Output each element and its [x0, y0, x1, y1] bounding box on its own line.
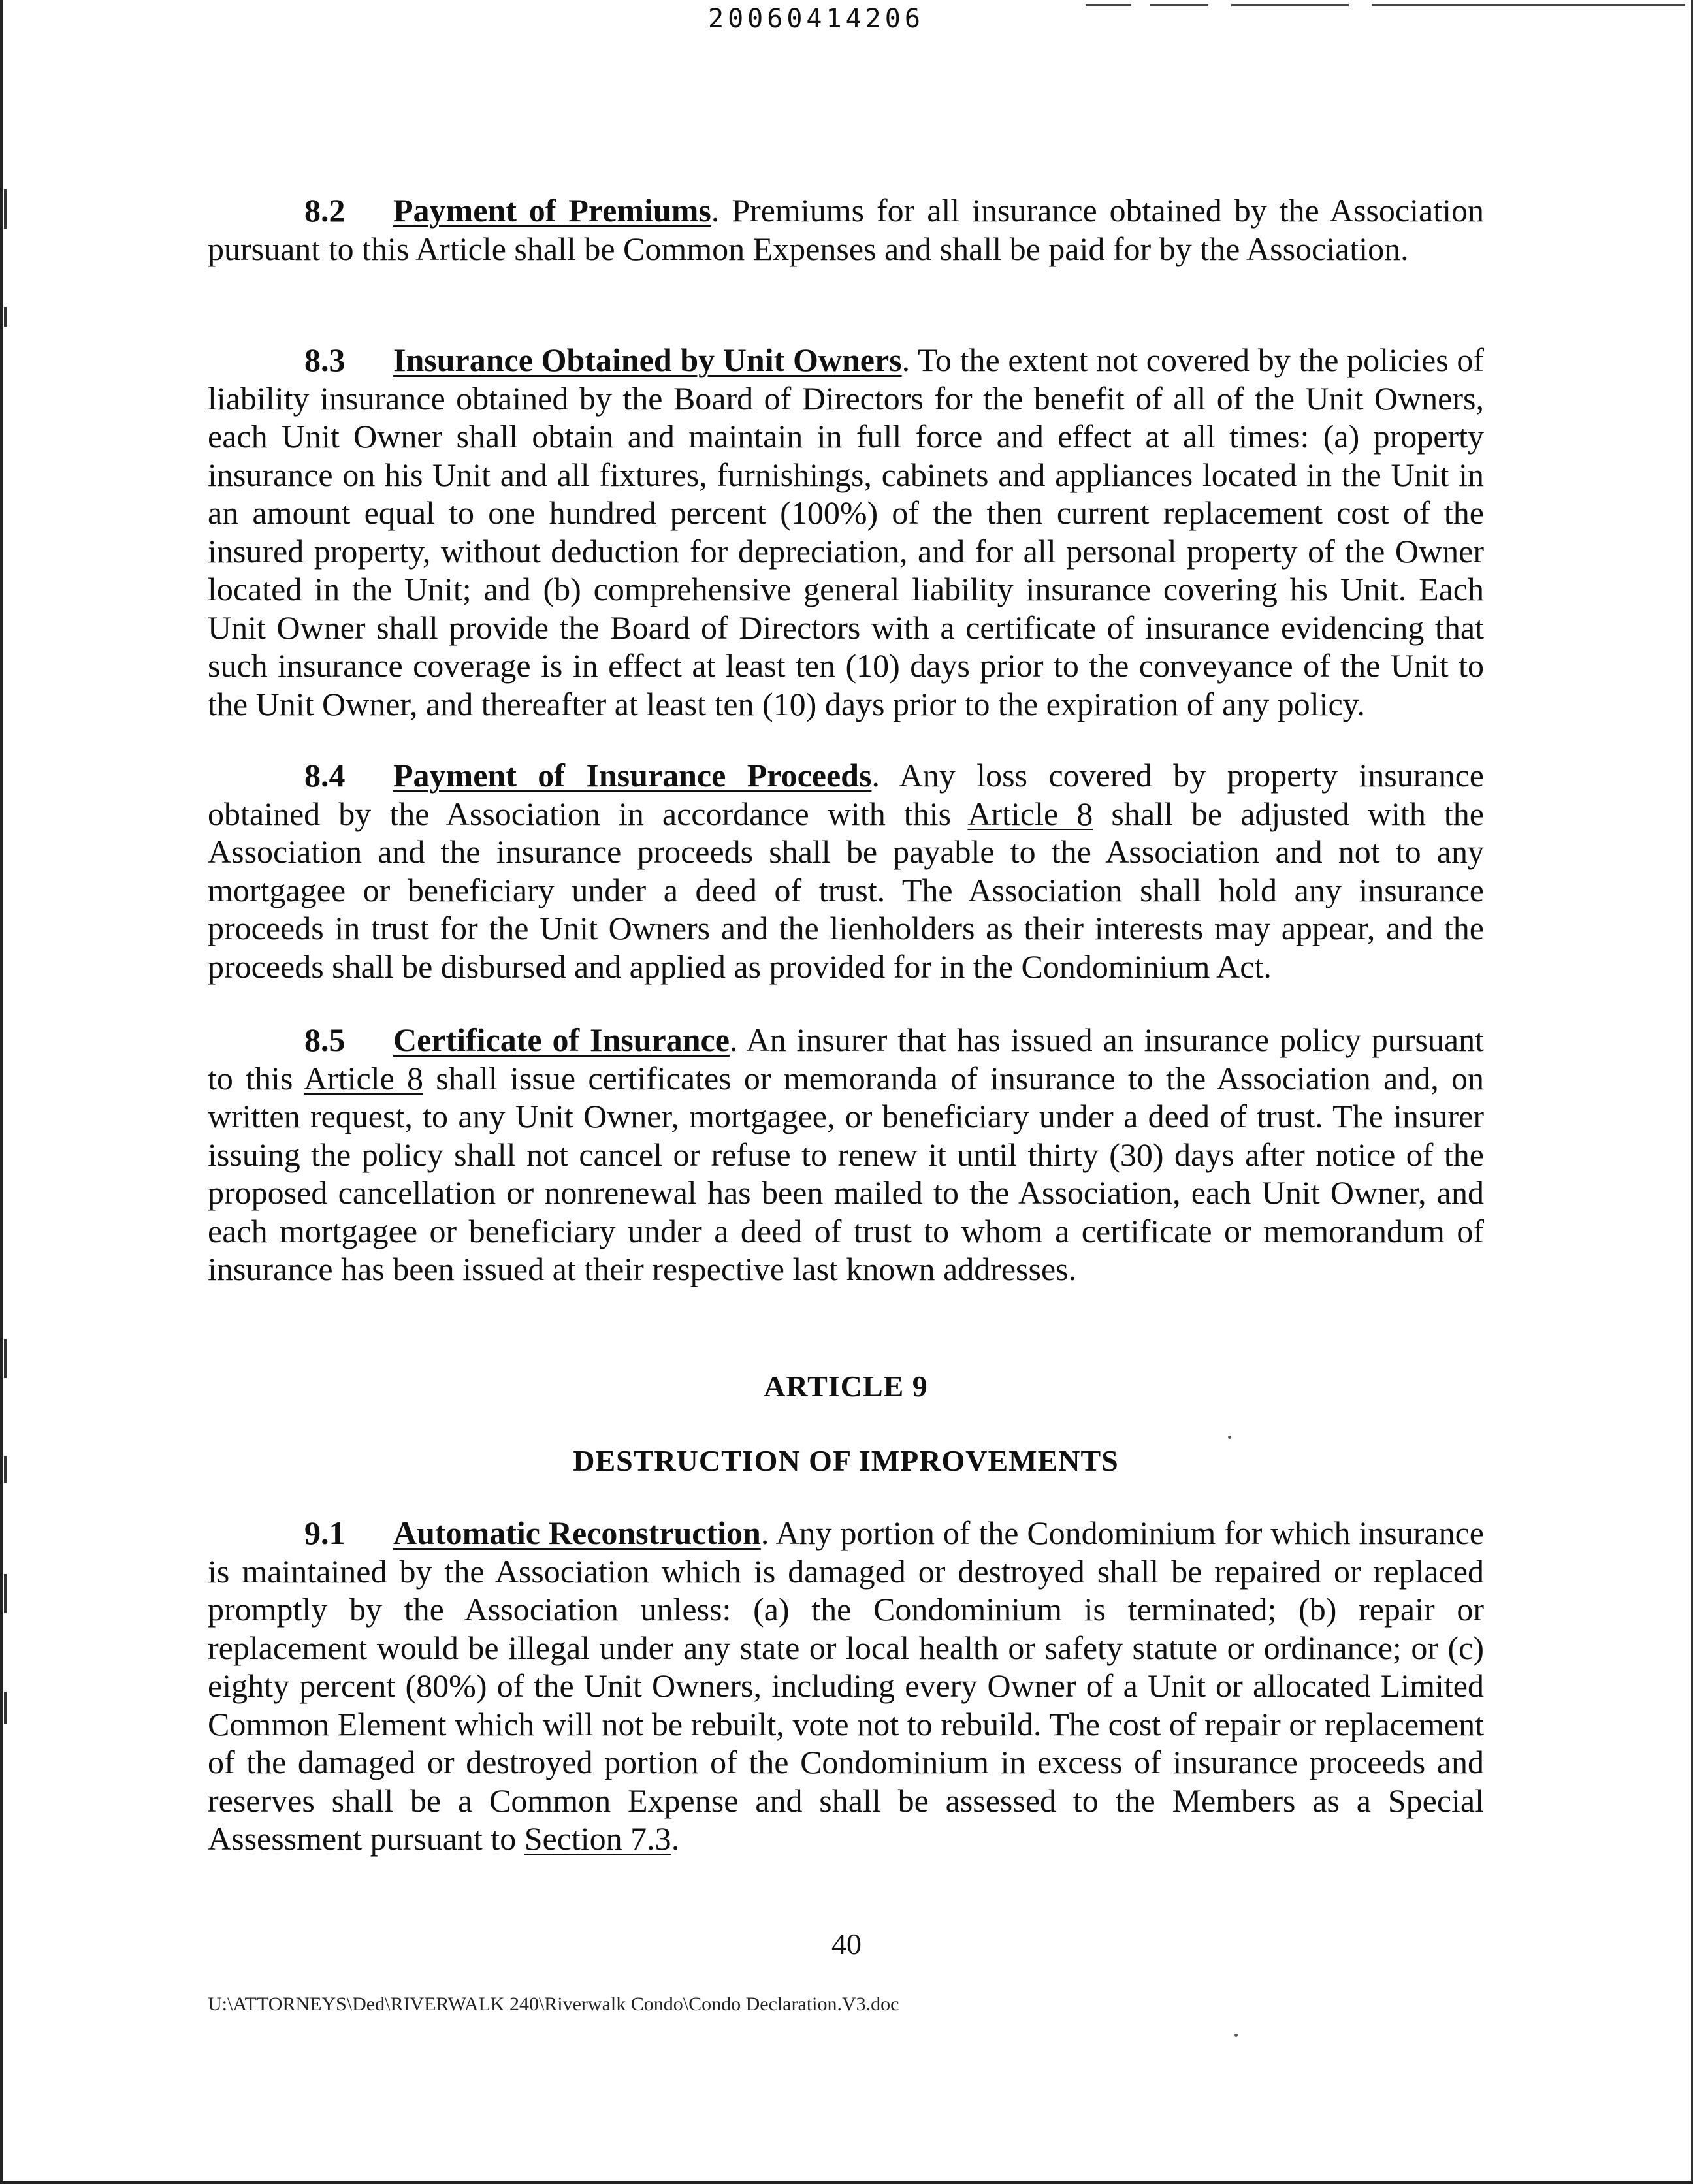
scan-mark — [4, 189, 7, 229]
section-text-continued: . — [671, 1820, 680, 1857]
section-heading: Certificate of Insurance — [393, 1021, 730, 1058]
section-8-2 — [208, 191, 1484, 268]
scan-mark — [4, 1574, 7, 1613]
section-number: 8.4 — [304, 757, 346, 794]
scan-edge-bottom — [0, 2181, 1693, 2184]
section-text-continued: shall be adjusted with the Association and the insurance proceeds shall be payable to the Association and not to any mortgagee or beneficiary under a deed of trust. The Association shall hold any insurance proceeds in trust for the Unit Owners and the lienholders as their interests may appear, and the proceeds shall be disbursed and applied as provided for in the Condominium Act. — [208, 795, 1484, 985]
article-title: ARTICLE 9 — [764, 1370, 928, 1403]
section-8-5 — [208, 1021, 1484, 1289]
page-number: 40 — [831, 1927, 862, 1961]
file-path: U:\ATTORNEYS\Ded\RIVERWALK 240\Riverwalk Condo\Condo Declaration.V3.doc — [208, 1993, 899, 2015]
scan-mark — [4, 307, 7, 327]
scan-mark — [1231, 4, 1349, 6]
section-text: . Any loss covered by property insurance obtained by the Association in accordance with this — [208, 757, 1484, 832]
section-text: . To the extent not covered by the policies of liability insurance obtained by the Board of Directors for the benefit of all of the Unit Owners, each Unit Owner shall obtain and maintain in full force and effect at all times: (a) property insurance on his Unit and all fixtures, furnishings, cabinets and appliances located in the Unit in an amount equal to one hundred percent (100%) of the then current replacement cost of the insured property, without deduction for depreciation, and for all personal property of the Owner located in the Unit; and (b) comprehensive general liability insurance covering his Unit. Each Unit Owner shall provide the Board of Directors with a certificate of insurance evidencing that such insurance coverage is in effect at least ten (10) days prior to the conveyance of the Unit to the Unit Owner, and thereafter at least ten (10) days prior to the expiration of any policy. — [208, 342, 1484, 722]
section-9-1 — [208, 1514, 1484, 1858]
section-heading: Payment of Premiums — [393, 192, 711, 229]
section-heading: Automatic Reconstruction — [393, 1515, 761, 1551]
section-number: 8.3 — [304, 342, 346, 378]
section-8-4 — [208, 756, 1484, 986]
section-text: . Any portion of the Condominium for which insurance is maintained by the Association which is damaged or destroyed shall be repaired or replaced promptly by the Association unless: (a) the Condominium is terminated; (b) repair or replacement would be illegal under any state or local health or safety statute or ordinance; or (c) eighty percent (80%) of the Unit Owners, including every Owner of a Unit or allocated Limited Common Element which will not be rebuilt, vote not to rebuild. The cost of repair or replacement of the damaged or destroyed portion of the Condominium in excess of insurance proceeds and reserves shall be a Common Expense and shall be assessed to the Members as a Special Assessment pursuant to — [208, 1515, 1484, 1857]
scan-mark — [4, 1692, 7, 1724]
scan-speck — [1228, 1436, 1231, 1439]
scan-speck — [1234, 2034, 1238, 2037]
section-text: . Premiums for all insurance obtained by the Association pursuant to this Article shall be Common Expenses and shall be paid for by the Association. — [208, 192, 1484, 267]
section-7-3-reference: Section 7.3 — [524, 1820, 671, 1857]
scan-edge-left — [0, 0, 3, 2184]
scan-mark — [1086, 4, 1131, 6]
section-8-3 — [208, 341, 1484, 723]
section-text-continued: shall issue certificates or memoranda of insurance to the Association and, on written request, to any Unit Owner, mortgagee, or beneficiary under a deed of trust. The insurer issuing the policy shall not cancel or refuse to renew it until thirty (30) days after notice of the proposed cancellation or nonrenewal has been mailed to the Association, each Unit Owner, and each mortgagee or beneficiary under a deed of trust to whom a certificate or memorandum of insurance has been issued at their respective last known addresses. — [208, 1059, 1484, 1287]
section-number: 8.2 — [304, 192, 346, 229]
section-text: . An insurer that has issued an insurance policy pursuant to this — [208, 1021, 1484, 1097]
article-8-reference: Article 8 — [303, 1059, 424, 1097]
section-heading: Insurance Obtained by Unit Owners — [393, 342, 902, 378]
scan-mark — [4, 1339, 7, 1378]
scan-mark — [4, 1456, 7, 1483]
section-number: 9.1 — [304, 1515, 346, 1551]
article-8-reference: Article 8 — [967, 795, 1093, 832]
section-number: 8.5 — [304, 1021, 346, 1058]
article-subtitle: DESTRUCTION OF IMPROVEMENTS — [573, 1444, 1119, 1477]
section-heading: Payment of Insurance Proceeds — [393, 757, 872, 794]
scan-mark — [1150, 4, 1208, 6]
scan-mark — [1372, 4, 1685, 6]
recording-number: 20060414206 — [708, 4, 924, 34]
